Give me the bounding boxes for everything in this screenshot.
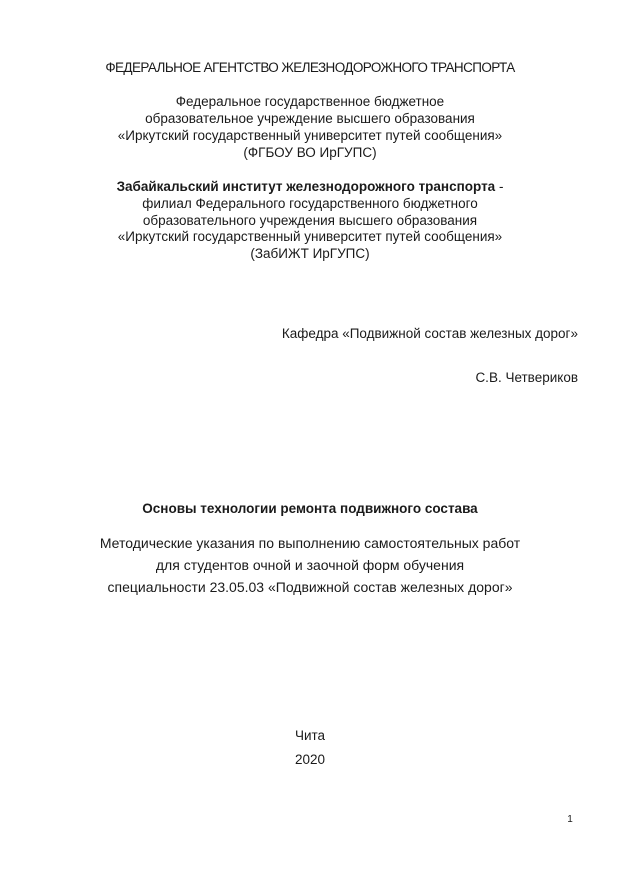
year-label: 2020 — [294, 752, 326, 767]
agency-heading: ФЕДЕРАЛЬНОЕ АГЕНТСТВО ЖЕЛЕЗНОДОРОЖНОГО ТРАНСПОРТА — [105, 60, 515, 75]
subtitle-line-2: для студентов очной и заочной форм обучения — [155, 557, 465, 573]
author-name: С.В. Четвериков — [475, 370, 578, 385]
branch-line-2: филиал Федерального государственного бюджетного — [142, 196, 478, 211]
university-line-3: «Иркутский государственный университет путей сообщения» — [117, 128, 503, 143]
branch-dash: - — [495, 179, 504, 194]
department-label: Кафедра «Подвижной состав железных дорог» — [281, 326, 578, 341]
city-label: Чита — [294, 728, 326, 743]
document-title: Основы технологии ремонта подвижного состава — [142, 501, 478, 516]
branch-name: Забайкальский институт железнодорожного транспорта — [116, 179, 496, 194]
page-number: 1 — [567, 814, 573, 825]
university-abbr: (ФГБОУ ВО ИрГУПС) — [243, 145, 377, 160]
branch-line-3: образовательного учреждения высшего образования — [142, 213, 478, 228]
branch-line-1 — [0, 179, 620, 195]
branch-abbr: (ЗабИЖТ ИрГУПС) — [250, 246, 370, 261]
university-line-1: Федеральное государственное бюджетное — [175, 94, 445, 109]
subtitle-line-3: специальности 23.05.03 «Подвижной состав железных дорог» — [107, 579, 513, 595]
branch-line-4: «Иркутский государственный университет путей сообщения» — [117, 229, 503, 244]
subtitle-line-1: Методические указания по выполнению самостоятельных работ — [99, 535, 521, 551]
university-line-2: образовательное учреждение высшего образования — [145, 111, 475, 126]
